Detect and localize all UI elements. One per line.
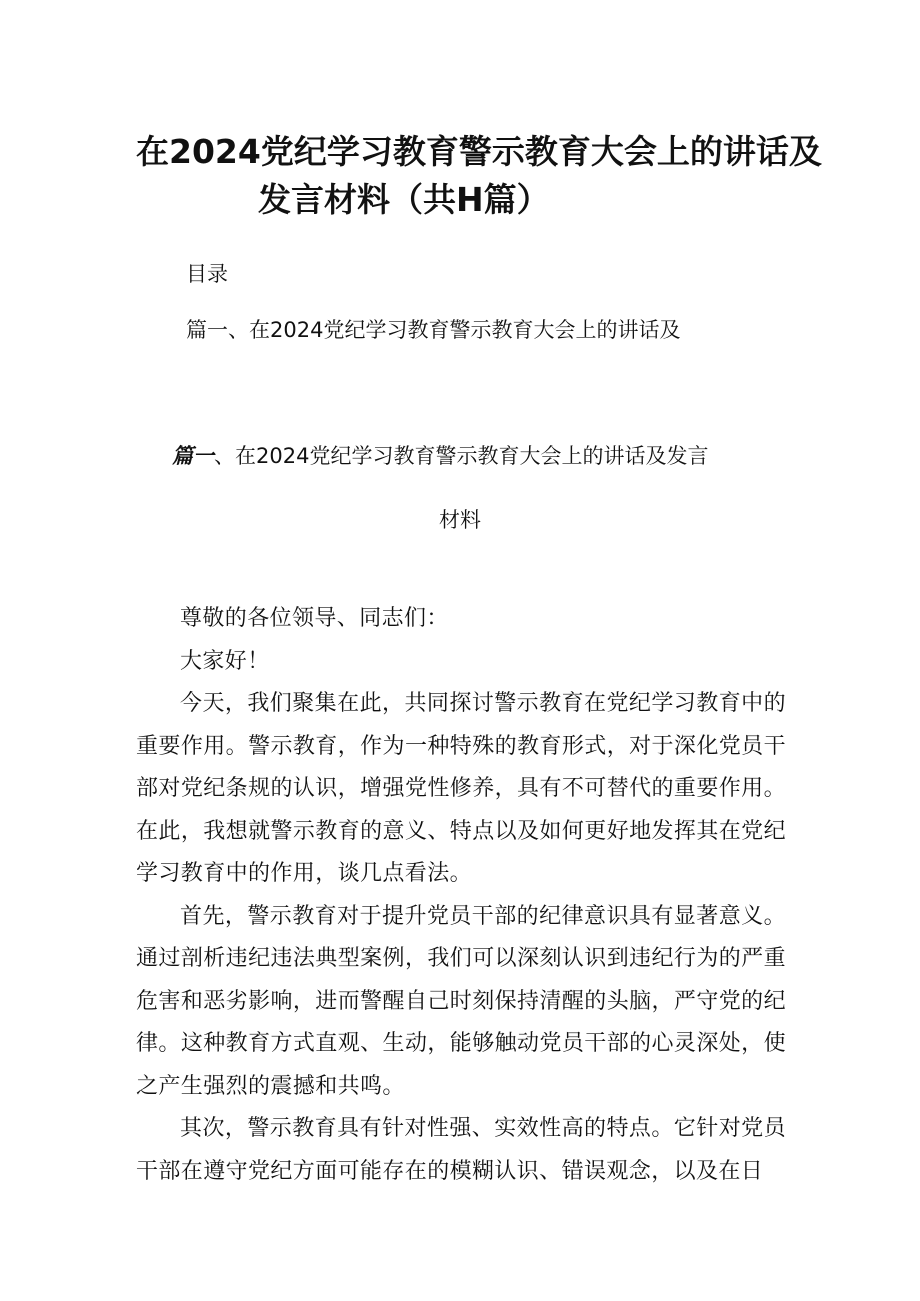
body-text xyxy=(136,598,786,1193)
section-title-lead: 篇一 xyxy=(172,444,214,468)
section-title xyxy=(172,440,708,470)
salutation-paragraph: 尊敬的各位领导、同志们： xyxy=(180,606,449,631)
body-paragraph: 首先，警示教育对于提升党员干部的纪律意识具有显著意义。通过剖析违纪违法典型案例，我们可以深刻认识到违纪行为的严重危害和恶劣影响，进而警醒自己时刻保持清醒的头脑，严守党的纪律。这种教育方式直观、生动，能够触动党员干部的心灵深处，使之产生强烈的震撼和共鸣。 xyxy=(136,903,786,1099)
document-title-line-2: 发言材料（共H篇） xyxy=(258,180,550,219)
body-paragraph: 其次，警示教育具有针对性强、实效性高的特点。它针对党员干部在遵守党纪方面可能存在的模糊认识、错误观念，以及在日 xyxy=(136,1116,786,1184)
greeting-paragraph: 大家好！ xyxy=(180,648,270,674)
section-title-line-2: 材料 xyxy=(439,508,481,532)
toc-item[interactable]: 篇一、在2024党纪学习教育警示教育大会上的讲话及 xyxy=(186,318,681,342)
document-title-line-1: 在2024党纪学习教育警示教育大会上的讲话及 xyxy=(136,132,822,171)
section-title-rest: 、在2024党纪学习教育警示教育大会上的讲话及发言 xyxy=(214,444,709,468)
body-paragraph: 今天，我们聚集在此，共同探讨警示教育在党纪学习教育中的重要作用。警示教育，作为一种特殊的教育形式，对于深化党员干部对党纪条规的认识，增强党性修养，具有不可替代的重要作用。在此，我想就警示教育的意义、特点以及如何更好地发挥其在党纪学习教育中的作用，谈几点看法。 xyxy=(136,691,786,886)
toc-heading: 目录 xyxy=(186,262,228,286)
